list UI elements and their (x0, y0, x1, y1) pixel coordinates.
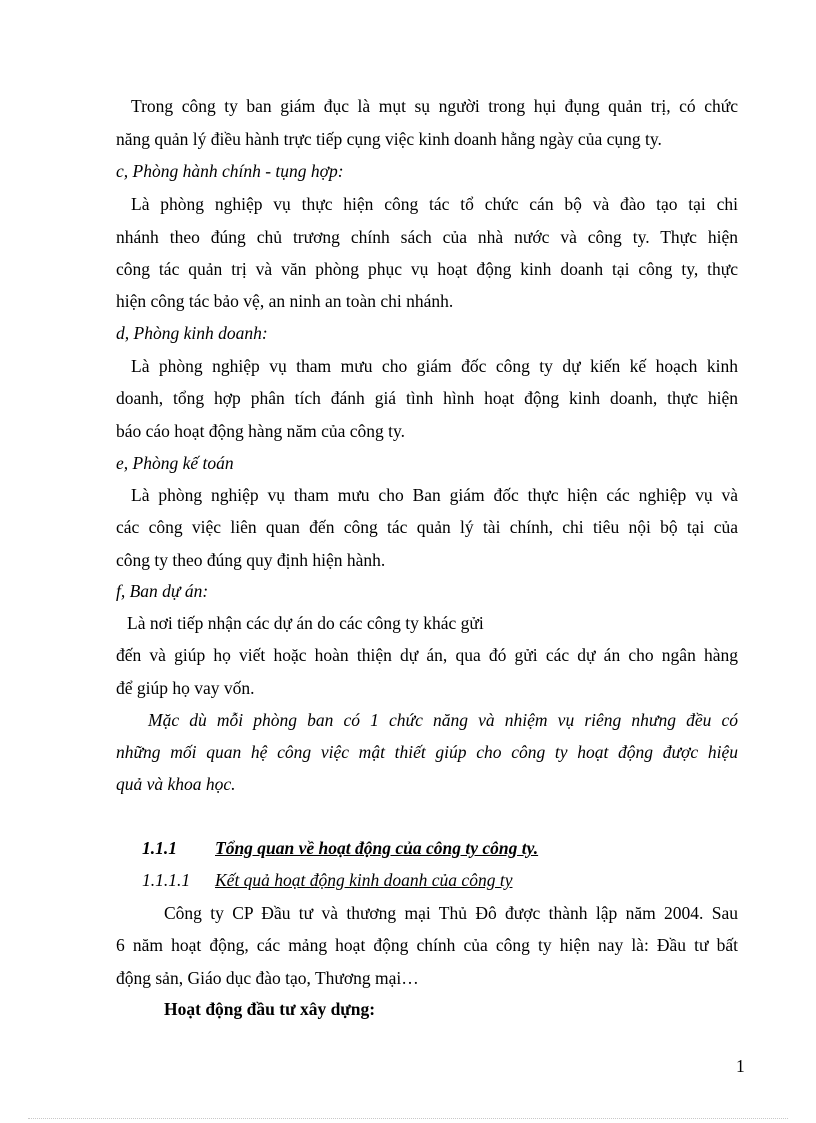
paragraph-7-line-1: Công ty CP Đầu tư và thương mại Thủ Đô được thành lập năm 2004. Sau (164, 903, 738, 923)
section-number-1-1-1: 1.1.1 (142, 838, 177, 858)
paragraph-2-line-3: công tác quản trị và văn phòng phục vụ hoạt động kinh doanh tại công ty, thực (116, 259, 738, 279)
paragraph-5-line-3: để giúp họ vay vốn. (116, 678, 255, 698)
paragraph-3-line-1: Là phòng nghiệp vụ tham mưu cho giám đốc công ty dự kiến kế hoạch kinh (131, 356, 738, 376)
paragraph-7-line-3: động sản, Giáo dục đào tạo, Thương mại… (116, 968, 419, 988)
paragraph-2-line-1: Là phòng nghiệp vụ thực hiện công tác tổ chức cán bộ và đào tạo tại chi (131, 194, 738, 214)
paragraph-2-line-2: nhánh theo đúng chủ trương chính sách của nhà nước và công ty. Thực hiện (116, 227, 738, 247)
paragraph-6-line-2: những mối quan hệ công việc mật thiết giúp cho công ty hoạt động được hiệu (116, 742, 738, 762)
paragraph-5-line-1: Là nơi tiếp nhận các dự án do các công ty khác gửi (127, 613, 484, 633)
paragraph-4-line-2: các công việc liên quan đến công tác quản lý tài chính, chi tiêu nội bộ tại của (116, 517, 738, 537)
heading-c: c, Phòng hành chính - tụng hợp: (116, 161, 344, 181)
paragraph-3-line-3: báo cáo hoạt động hàng năm của công ty. (116, 421, 405, 441)
section-title-1-1-1-1: Kết quả hoạt động kinh doanh của công ty (215, 870, 513, 890)
heading-f: f, Ban dự án: (116, 581, 209, 601)
paragraph-5-line-2: đến và giúp họ viết hoặc hoàn thiện dự án, qua đó gửi các dự án cho ngân hàng (116, 645, 738, 665)
bold-heading-investment: Hoạt động đầu tư xây dựng: (164, 999, 376, 1019)
heading-e: e, Phòng kế toán (116, 453, 234, 473)
paragraph-1-line-1: Trong công ty ban giám đục là mụt sụ người trong hụi đụng quản trị, có chức (131, 96, 738, 116)
paragraph-7-line-2: 6 năm hoạt động, các mảng hoạt động chính của công ty hiện nay là: Đầu tư bất (116, 935, 738, 955)
heading-d: d, Phòng kinh doanh: (116, 323, 268, 343)
paragraph-2-line-4: hiện công tác bảo vệ, an ninh an toàn chi nhánh. (116, 291, 454, 311)
footer-divider (28, 1118, 788, 1119)
paragraph-4-line-3: công ty theo đúng quy định hiện hành. (116, 550, 386, 570)
paragraph-6-line-3: quả và khoa học. (116, 774, 236, 794)
section-title-1-1-1: Tổng quan về hoạt động của công ty công ty. (215, 838, 539, 858)
paragraph-1-line-2: năng quản lý điều hành trực tiếp cụng việc kinh doanh hằng ngày của cụng ty. (116, 129, 662, 149)
paragraph-6-line-1: Mặc dù mỗi phòng ban có 1 chức năng và nhiệm vụ riêng nhưng đều có (148, 710, 738, 730)
page-number: 1 (736, 1056, 745, 1076)
section-number-1-1-1-1: 1.1.1.1 (142, 870, 191, 890)
paragraph-4-line-1: Là phòng nghiệp vụ tham mưu cho Ban giám đốc thực hiện các nghiệp vụ và (131, 485, 738, 505)
paragraph-3-line-2: doanh, tổng hợp phân tích đánh giá tình hình hoạt động kinh doanh, thực hiện (116, 388, 738, 408)
